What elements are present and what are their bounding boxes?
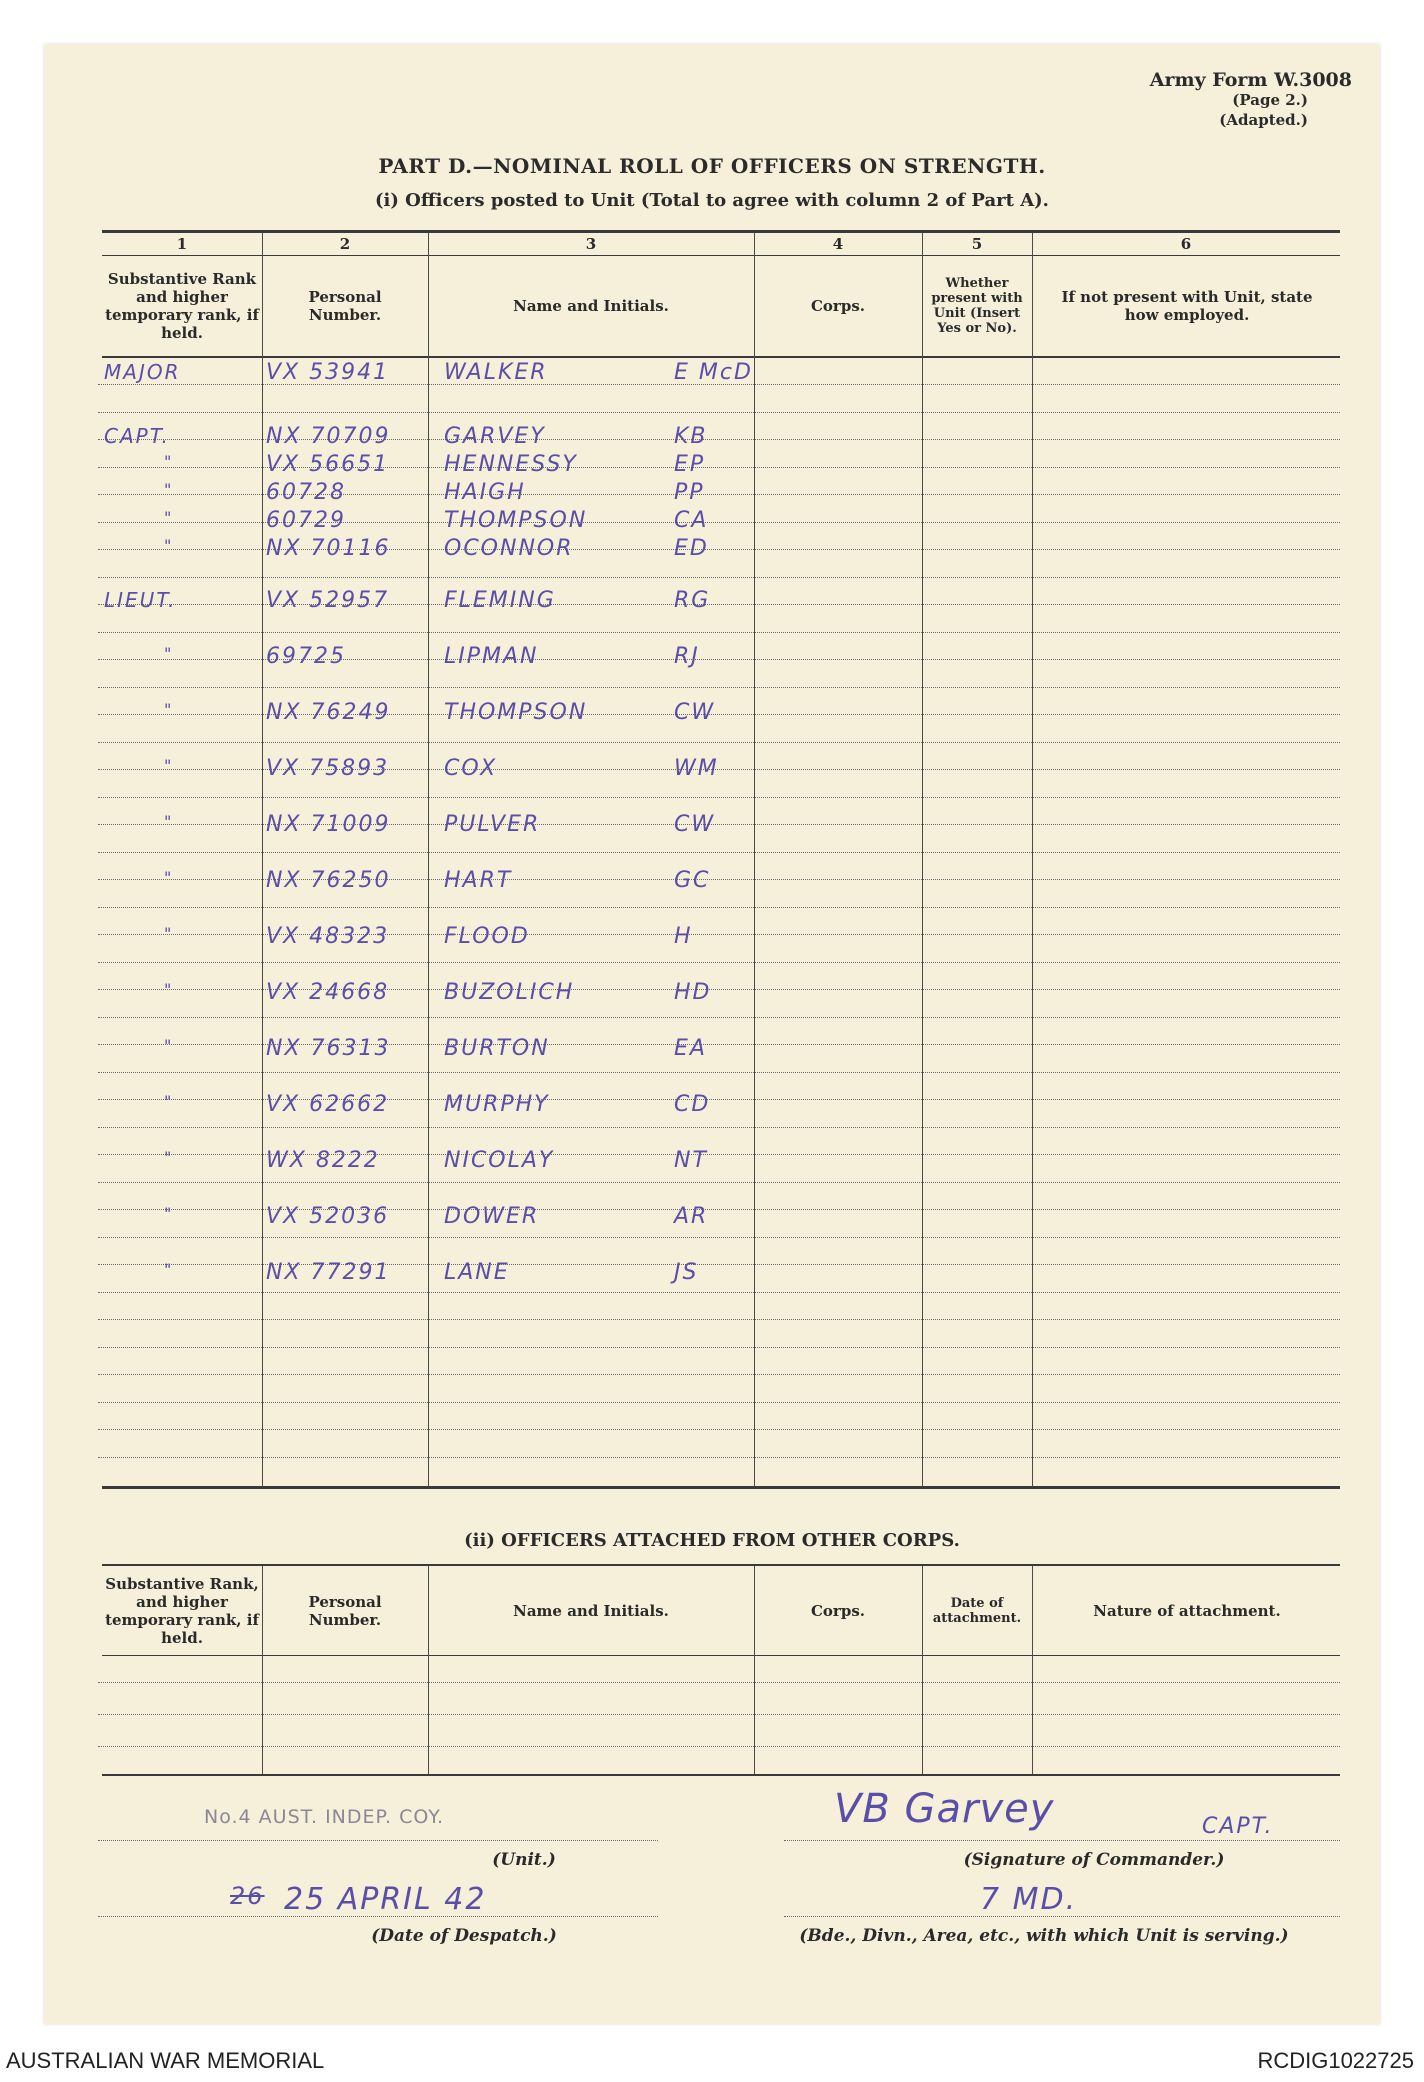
rank-cell: ": [164, 868, 172, 887]
personal-number-cell: 60728: [266, 480, 346, 505]
column-number-rule: [102, 255, 1340, 256]
t2-header-corps: Corps.: [810, 1602, 865, 1620]
ruled-line: [98, 687, 1340, 688]
personal-number-cell: VX 75893: [266, 756, 390, 781]
signature-rank: CAPT.: [1202, 1814, 1274, 1839]
ruled-line: [98, 1182, 1340, 1183]
rank-cell: CAPT.: [104, 424, 170, 448]
table-bottom-rule: [102, 1486, 1340, 1489]
col-divider-2: [428, 233, 429, 1487]
col-divider-5: [1032, 233, 1033, 1487]
col-number-5: 5: [971, 235, 983, 253]
name-cell: LIPMAN: [444, 644, 539, 669]
initials-cell: CD: [674, 1092, 711, 1117]
initials-cell: CA: [674, 508, 709, 533]
name-cell: PULVER: [444, 812, 541, 837]
rank-cell: LIEUT.: [104, 588, 177, 612]
ruled-line: [98, 852, 1340, 853]
initials-cell: EP: [674, 452, 706, 477]
rank-cell: ": [164, 452, 172, 471]
form-page: (Page 2.): [1232, 91, 1308, 109]
name-cell: LANE: [444, 1260, 510, 1285]
header-employment: If not present with Unit, state how employed.: [1061, 288, 1313, 324]
archive-caption-left: AUSTRALIAN WAR MEMORIAL: [6, 2048, 325, 2073]
date-of-despatch-value: 25 APRIL 42: [284, 1882, 487, 1917]
name-cell: GARVEY: [444, 424, 546, 449]
rank-cell: ": [164, 1260, 172, 1279]
unit-stamp: No.4 AUST. INDEP. COY.: [204, 1806, 445, 1828]
initials-cell: PP: [674, 480, 705, 505]
personal-number-cell: VX 52957: [266, 588, 390, 613]
name-cell: FLOOD: [444, 924, 530, 949]
initials-cell: WM: [674, 756, 719, 781]
ruled-line: [98, 1402, 1340, 1403]
personal-number-cell: VX 24668: [266, 980, 390, 1005]
initials-cell: EA: [674, 1036, 707, 1061]
name-cell: OCONNOR: [444, 536, 574, 561]
ruled-line: [98, 1072, 1340, 1073]
rank-cell: ": [164, 756, 172, 775]
col-number-2: 2: [339, 235, 351, 253]
col-number-4: 4: [832, 235, 844, 253]
initials-cell: HD: [674, 980, 712, 1005]
ruled-line: [98, 1127, 1340, 1128]
rank-cell: ": [164, 812, 172, 831]
area-value: 7 MD.: [980, 1882, 1078, 1917]
part-subtitle: (i) Officers posted to Unit (Total to agree with column 2 of Part A).: [375, 190, 1049, 211]
commander-signature: VB Garvey: [834, 1786, 1055, 1832]
name-cell: COX: [444, 756, 498, 781]
area-label: (Bde., Divn., Area, etc., with which Unit is serving.): [799, 1926, 1289, 1946]
date-struck-value: 26: [230, 1882, 265, 1910]
col-divider-1: [262, 233, 263, 1487]
ruled-line: [98, 1017, 1340, 1018]
unit-label: (Unit.): [492, 1850, 556, 1870]
initials-cell: GC: [674, 868, 711, 893]
area-line: [784, 1916, 1340, 1917]
t2-ruled-line: [98, 1746, 1340, 1747]
ruled-line: [98, 1457, 1340, 1458]
t2-ruled-line: [98, 1682, 1340, 1683]
ruled-line: [98, 632, 1340, 633]
name-cell: HENNESSY: [444, 452, 578, 477]
ruled-line: [98, 412, 1340, 413]
table-top-rule: [102, 230, 1340, 233]
initials-cell: ED: [674, 536, 709, 561]
initials-cell: RJ: [674, 644, 700, 669]
name-cell: MURPHY: [444, 1092, 550, 1117]
personal-number-cell: WX 8222: [266, 1148, 380, 1173]
rank-cell: ": [164, 1204, 172, 1223]
t2-header-rank: Substantive Rank, and higher temporary rank, if held.: [105, 1575, 259, 1647]
rank-cell: ": [164, 508, 172, 527]
table2-top-rule: [102, 1564, 1340, 1566]
t2-col-divider-4: [922, 1566, 923, 1774]
personal-number-cell: VX 62662: [266, 1092, 390, 1117]
ruled-line: [98, 962, 1340, 963]
attached-officers-title: (ii) OFFICERS ATTACHED FROM OTHER CORPS.: [464, 1530, 960, 1551]
name-cell: BURTON: [444, 1036, 550, 1061]
name-cell: FLEMING: [444, 588, 556, 613]
rank-cell: MAJOR: [104, 360, 181, 384]
ruled-line: [98, 742, 1340, 743]
rank-cell: ": [164, 536, 172, 555]
name-cell: HART: [444, 868, 513, 893]
header-present: Whether present with Unit (Insert Yes or No).: [931, 276, 1023, 336]
personal-number-cell: NX 76313: [266, 1036, 391, 1061]
col-number-1: 1: [176, 235, 188, 253]
ruled-line: [98, 907, 1340, 908]
initials-cell: CW: [674, 700, 716, 725]
personal-number-cell: NX 70709: [266, 424, 391, 449]
personal-number-cell: VX 48323: [266, 924, 390, 949]
personal-number-cell: VX 53941: [266, 360, 390, 385]
t2-header-name: Name and Initials.: [513, 1602, 669, 1620]
initials-cell: NT: [674, 1148, 708, 1173]
name-cell: THOMPSON: [444, 508, 588, 533]
unit-line: [98, 1840, 658, 1841]
ruled-line: [98, 1319, 1340, 1320]
header-bottom-rule: [102, 356, 1340, 358]
ruled-line: [98, 797, 1340, 798]
form-identifier: [1150, 70, 1352, 130]
initials-cell: AR: [674, 1204, 709, 1229]
form-sheet: [44, 44, 1380, 2024]
initials-cell: JS: [674, 1260, 699, 1285]
date-label: (Date of Despatch.): [371, 1926, 557, 1946]
rank-cell: ": [164, 980, 172, 999]
form-number: Army Form W.3008: [1149, 69, 1352, 91]
initials-cell: RG: [674, 588, 711, 613]
ruled-line: [98, 577, 1340, 578]
signature-label: (Signature of Commander.): [963, 1850, 1225, 1870]
table2-bottom-rule: [102, 1774, 1340, 1776]
ruled-line: [98, 1237, 1340, 1238]
header-name: Name and Initials.: [513, 297, 669, 315]
t2-header-date: Date of attachment.: [932, 1596, 1022, 1626]
rank-cell: ": [164, 1036, 172, 1055]
header-corps: Corps.: [810, 297, 865, 315]
personal-number-cell: NX 70116: [266, 536, 391, 561]
name-cell: DOWER: [444, 1204, 540, 1229]
t2-col-divider-1: [262, 1566, 263, 1774]
col-number-3: 3: [585, 235, 597, 253]
personal-number-cell: VX 52036: [266, 1204, 390, 1229]
ruled-line: [98, 1374, 1340, 1375]
rank-cell: ": [164, 1148, 172, 1167]
initials-cell: H: [674, 924, 693, 949]
date-line: [98, 1916, 658, 1917]
form-adapted: (Adapted.): [1219, 111, 1308, 129]
header-rank: Substantive Rank and higher temporary rank, if held.: [105, 270, 259, 342]
rank-cell: ": [164, 924, 172, 943]
archive-caption-right: RCDIG1022725: [1257, 2048, 1414, 2073]
initials-cell: CW: [674, 812, 716, 837]
rank-cell: ": [164, 700, 172, 719]
initials-cell: E McD: [674, 360, 753, 385]
t2-header-nature: Nature of attachment.: [1093, 1602, 1281, 1620]
ruled-line: [98, 1347, 1340, 1348]
name-cell: BUZOLICH: [444, 980, 575, 1005]
rank-cell: ": [164, 1092, 172, 1111]
name-cell: HAIGH: [444, 480, 526, 505]
personal-number-cell: VX 56651: [266, 452, 390, 477]
initials-cell: KB: [674, 424, 708, 449]
t2-ruled-line: [98, 1714, 1340, 1715]
personal-number-cell: NX 76250: [266, 868, 391, 893]
col-number-6: 6: [1180, 235, 1192, 253]
col-divider-3: [754, 233, 755, 1487]
rank-cell: ": [164, 644, 172, 663]
ruled-line: [98, 1292, 1340, 1293]
ruled-line: [98, 1429, 1340, 1430]
name-cell: WALKER: [444, 360, 548, 385]
t2-header-personal-number: Personal Number.: [308, 1593, 382, 1629]
name-cell: THOMPSON: [444, 700, 588, 725]
personal-number-cell: NX 71009: [266, 812, 391, 837]
table2-header-rule: [102, 1655, 1340, 1656]
t2-col-divider-5: [1032, 1566, 1033, 1774]
personal-number-cell: 69725: [266, 644, 346, 669]
header-personal-number: Personal Number.: [308, 288, 382, 324]
part-title: PART D.—NOMINAL ROLL OF OFFICERS ON STRENGTH.: [378, 154, 1046, 178]
personal-number-cell: NX 76249: [266, 700, 391, 725]
personal-number-cell: NX 77291: [266, 1260, 391, 1285]
name-cell: NICOLAY: [444, 1148, 555, 1173]
col-divider-4: [922, 233, 923, 1487]
personal-number-cell: 60729: [266, 508, 346, 533]
rank-cell: ": [164, 480, 172, 499]
signature-line: [784, 1840, 1340, 1841]
